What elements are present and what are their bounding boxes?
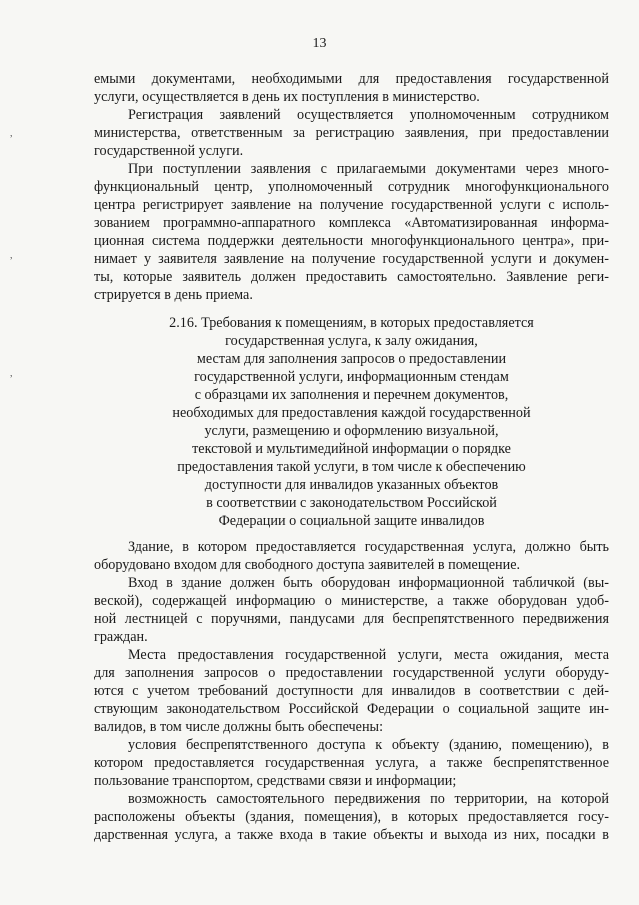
text-line: емыми документами, необходимыми для предоставления государственной bbox=[94, 71, 609, 87]
text-line: ционная система поддержки деятельности многофункционального центра», при- bbox=[94, 233, 609, 249]
text-line: функциональный центр, уполномоченный сотрудник многофункционального bbox=[94, 179, 609, 195]
text-line: государственной услуги. bbox=[94, 143, 244, 159]
page-number: 13 bbox=[312, 36, 327, 51]
heading-line: доступности для инвалидов указанных объектов bbox=[204, 477, 499, 493]
text-line: условия беспрепятственного доступа к объекту (зданию, помещению), в bbox=[128, 737, 609, 753]
heading-line: в соответствии с законодательством Российской bbox=[206, 495, 497, 511]
text-line: Места предоставления государственной услуги, места ожидания, места bbox=[128, 647, 609, 663]
heading-line: с образцами их заполнения и перечнем документов, bbox=[194, 387, 509, 403]
text-line: для заполнения запросов о предоставлении государственной услуги оборуду- bbox=[94, 665, 609, 681]
text-line: валидов, в том числе должны быть обеспечены: bbox=[94, 719, 384, 735]
heading-line: предоставления такой услуги, в том числе к обеспечению bbox=[177, 459, 526, 475]
margin-mark: , bbox=[10, 250, 13, 261]
text-line: котором предоставляется государственная услуга, а также беспрепятственное bbox=[94, 755, 609, 771]
text-line: нимает у заявителя заявление на получение государственной услуги и докумен- bbox=[94, 251, 609, 267]
text-line: услуги, осуществляется в день их поступления в министерство. bbox=[94, 89, 480, 105]
heading-line: местам для заполнения запросов о предоставлении bbox=[196, 351, 507, 367]
text-line: расположены объекты (здания, помещения), в которых предоставляется госу- bbox=[94, 809, 609, 825]
margin-mark: , bbox=[10, 368, 13, 379]
heading-line: необходимых для предоставления каждой государственной bbox=[172, 405, 531, 421]
text-line: При поступлении заявления с прилагаемыми документами через много- bbox=[128, 161, 609, 177]
heading-line: текстовой и мультимедийной информации о порядке bbox=[192, 441, 511, 457]
heading-line: 2.16. Требования к помещениям, в которых предоставляется bbox=[169, 315, 534, 331]
text-line: центра регистрирует заявление на получение государственной услуги с исполь- bbox=[94, 197, 609, 213]
text-line: ты, которые заявитель должен предоставить самостоятельно. Заявление реги- bbox=[94, 269, 609, 285]
heading-line: государственной услуги, информационным стендам bbox=[194, 369, 509, 385]
text-line: стрируется в день приема. bbox=[94, 287, 253, 303]
text-line: ствующим законодательством Российской Федерации о социальной защите ин- bbox=[94, 701, 609, 717]
text-line: дарственная услуга, а также входа в такие объекты и выхода из них, посадки в bbox=[94, 827, 609, 843]
heading-line: услуги, размещению и оформлению визуальной, bbox=[204, 423, 499, 439]
text-line: граждан. bbox=[94, 629, 148, 645]
text-line: Здание, в котором предоставляется государственная услуга, должно быть bbox=[128, 539, 609, 555]
text-line: пользование транспортом, средствами связи и информации; bbox=[94, 773, 457, 789]
text-line: оборудовано входом для свободного доступа заявителей в помещение. bbox=[94, 557, 521, 573]
text-line: веской), содержащей информацию о министерстве, а также оборудован удоб- bbox=[94, 593, 609, 609]
text-line: возможность самостоятельного передвижения по территории, на которой bbox=[128, 791, 609, 807]
text-line: министерства, ответственным за регистрацию заявления, при предоставлении bbox=[94, 125, 609, 141]
margin-mark: , bbox=[10, 128, 13, 139]
text-line: ной лестницей с поручнями, пандусами для беспрепятственного передвижения bbox=[94, 611, 609, 627]
heading-line: государственная услуга, к залу ожидания, bbox=[225, 333, 478, 349]
heading-line: Федерации о социальной защите инвалидов bbox=[218, 513, 485, 529]
text-line: зованием программно-аппаратного комплекса «Автоматизированная информа- bbox=[94, 215, 609, 231]
text-line: Регистрация заявлений осуществляется уполномоченным сотрудником bbox=[128, 107, 609, 123]
text-line: Вход в здание должен быть оборудован информационной табличкой (вы- bbox=[128, 575, 609, 591]
text-line: ются с учетом требований доступности для инвалидов в соответствии с дей- bbox=[94, 683, 609, 699]
